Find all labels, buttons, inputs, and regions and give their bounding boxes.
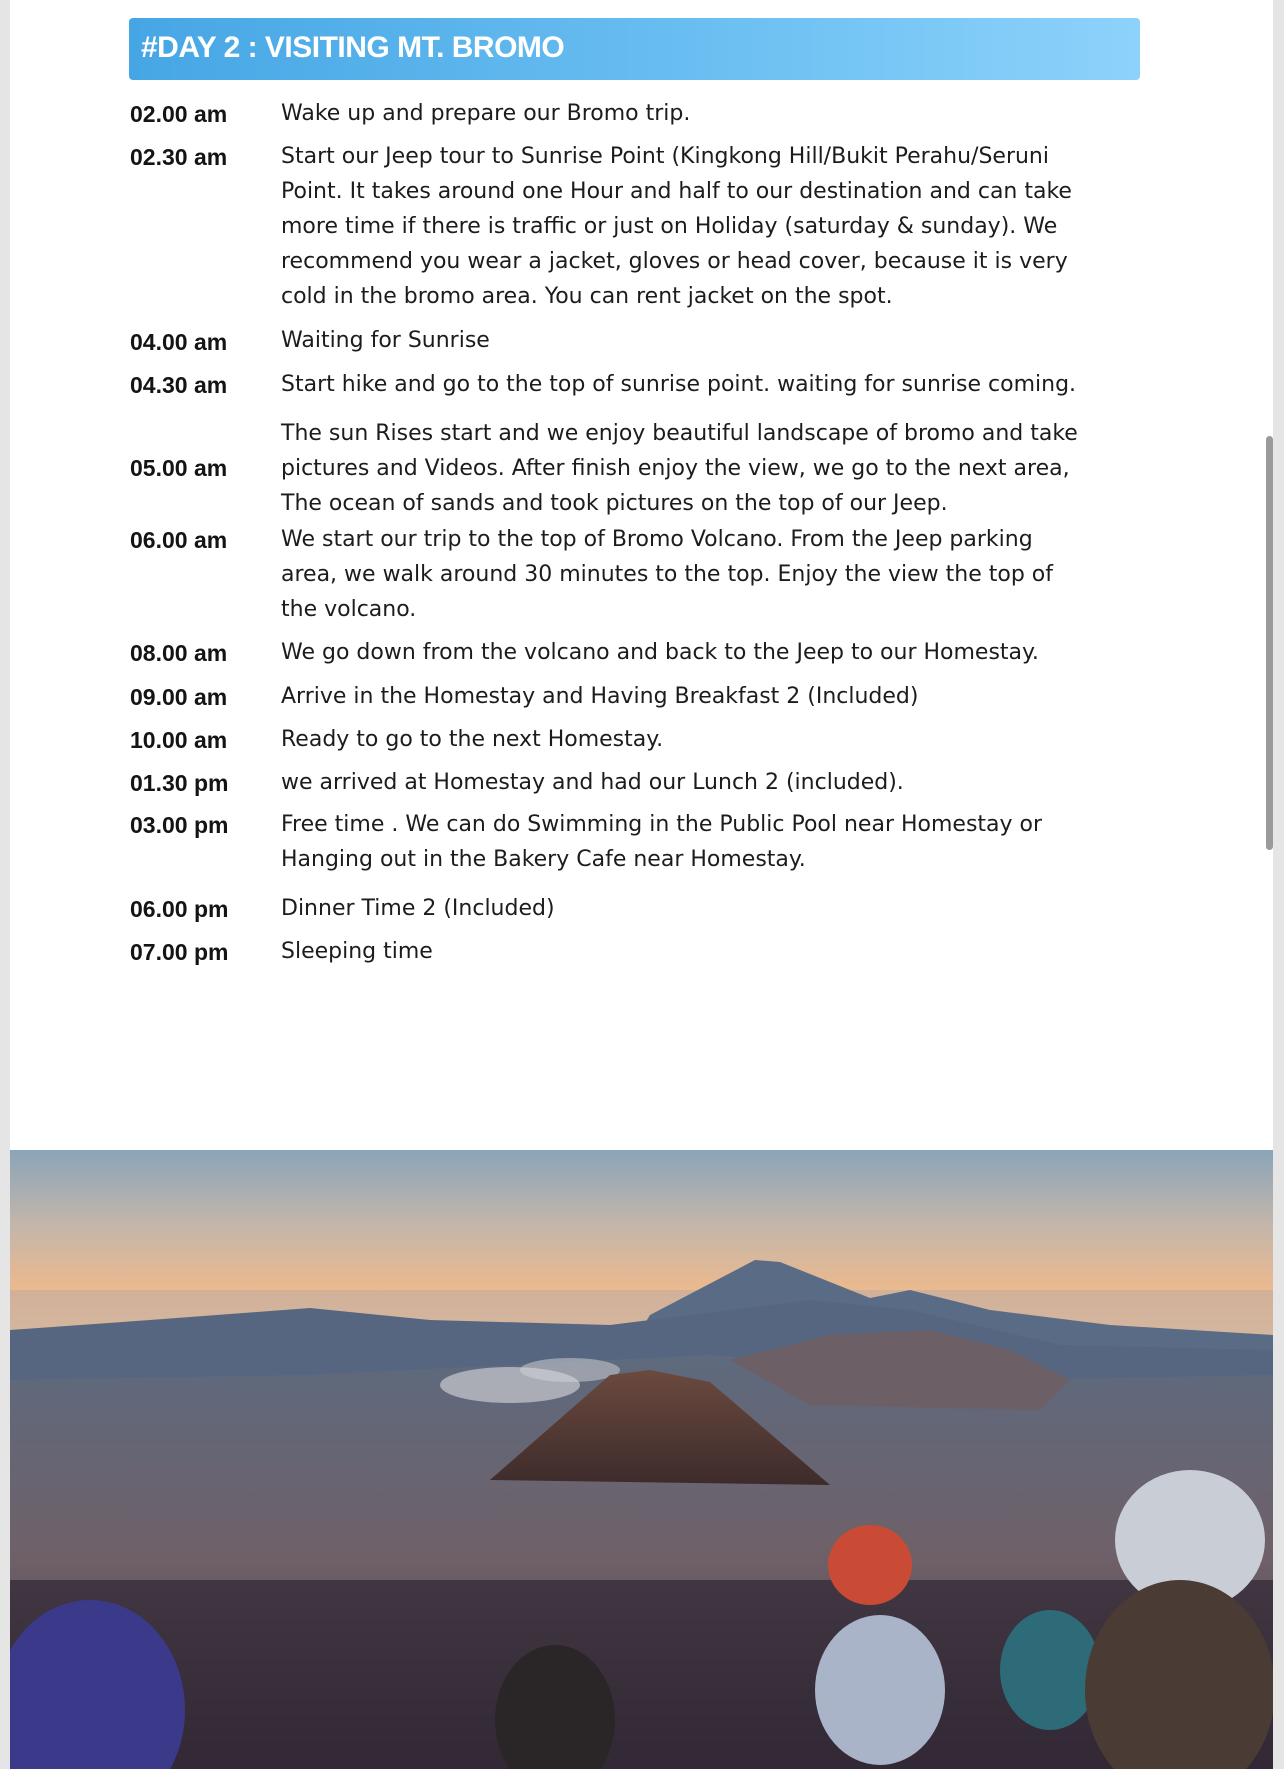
description-line: Ready to go to the next Homestay. [281,727,664,752]
description-line: Hanging out in the Bakery Cafe near Homestay. [281,847,806,872]
description-line: Arrive in the Homestay and Having Breakfast 2 (Included) [281,684,919,709]
description-line: recommend you wear a jacket, gloves or head cover, because it is very [281,249,1068,274]
schedule-time: 04.00 am [130,329,228,355]
schedule-time: 06.00 pm [130,896,229,922]
schedule-description [281,722,1151,757]
description-line: We start our trip to the top of Bromo Volcano. From the Jeep parking [281,527,1033,552]
description-line: we arrived at Homestay and had our Lunch 2 (included). [281,770,904,795]
description-line: Waiting for Sunrise [281,328,490,353]
schedule-time: 05.00 am [130,455,228,481]
itinerary-page [10,0,1273,1769]
schedule-time: 10.00 am [130,727,228,753]
schedule-time: 08.00 am [130,640,228,666]
schedule-time: 09.00 am [130,684,228,710]
description-line: The ocean of sands and took pictures on the top of our Jeep. [281,491,948,516]
schedule-time: 03.00 pm [130,812,229,838]
schedule-description [281,891,1151,926]
description-line: The sun Rises start and we enjoy beautiful landscape of bromo and take [281,421,1078,446]
schedule-time: 07.00 pm [130,939,229,965]
schedule-description [281,367,1151,402]
schedule-time: 02.00 am [130,101,228,127]
day-banner [129,18,1140,80]
day-title: #DAY 2 : VISITING MT. BROMO [141,31,565,64]
description-line: pictures and Videos. After finish enjoy the view, we go to the next area, [281,456,1070,481]
description-line: Free time . We can do Swimming in the Public Pool near Homestay or [281,812,1043,837]
schedule-description [281,679,1151,714]
description-line: the volcano. [281,597,417,622]
bromo-sunrise-photo [10,1150,1273,1769]
schedule-time: 06.00 am [130,527,228,553]
schedule-description [281,807,1151,877]
description-line: more time if there is traffic or just on Holiday (saturday & sunday). We [281,214,1058,239]
description-line: Wake up and prepare our Bromo trip. [281,101,691,126]
schedule-description [281,139,1151,314]
schedule-description [281,96,1151,131]
schedule-description [281,934,1151,969]
description-line: Point. It takes around one Hour and half to our destination and can take [281,179,1072,204]
description-line: Dinner Time 2 (Included) [281,896,555,921]
schedule-time: 04.30 am [130,372,228,398]
schedule-description [281,765,1151,800]
scrollbar[interactable] [1266,436,1273,850]
schedule-time: 02.30 am [130,144,228,170]
description-line: We go down from the volcano and back to the Jeep to our Homestay. [281,640,1039,665]
description-line: cold in the bromo area. You can rent jacket on the spot. [281,284,893,309]
schedule-description [281,635,1151,670]
schedule-time: 01.30 pm [130,770,229,796]
schedule-description [281,416,1151,521]
description-line: area, we walk around 30 minutes to the top. Enjoy the view the top of [281,562,1054,587]
description-line: Sleeping time [281,939,433,964]
description-line: Start hike and go to the top of sunrise point. waiting for sunrise coming. [281,372,1077,397]
description-line: Start our Jeep tour to Sunrise Point (Kingkong Hill/Bukit Perahu/Seruni [281,144,1049,169]
schedule-description [281,522,1151,627]
schedule-description [281,323,1151,358]
